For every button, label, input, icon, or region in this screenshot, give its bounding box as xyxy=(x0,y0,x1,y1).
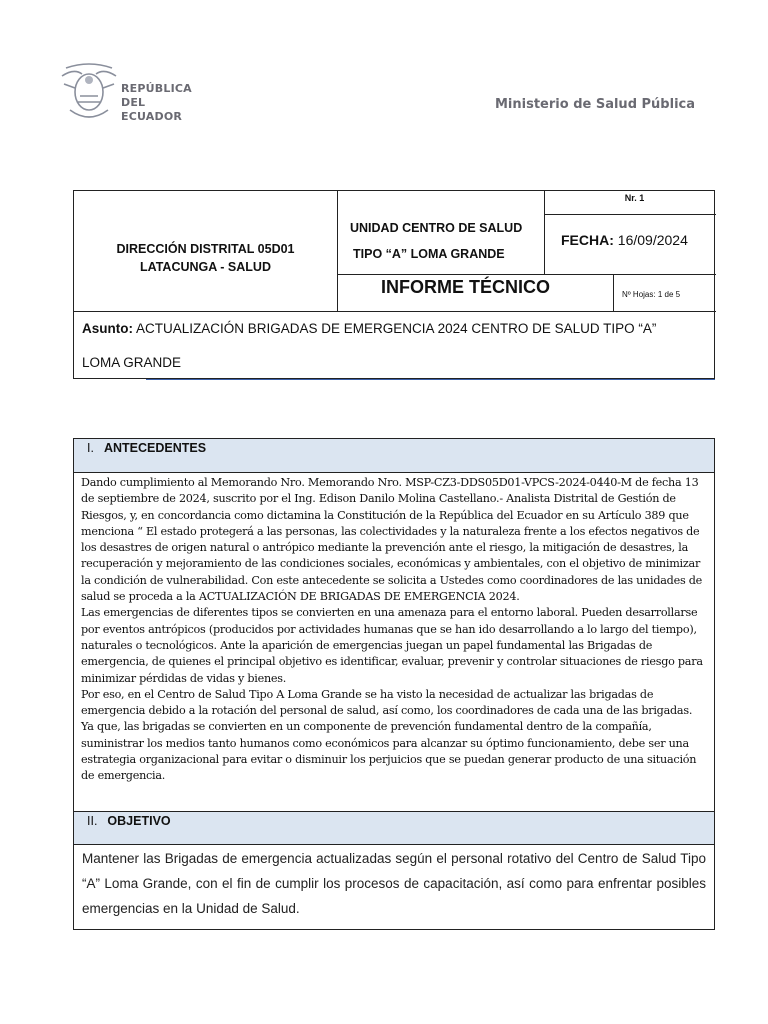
fecha-cell xyxy=(545,215,716,275)
coat-of-arms-icon xyxy=(58,58,120,124)
fecha-label: FECHA: xyxy=(561,232,614,248)
objetivo-heading xyxy=(74,811,714,845)
asunto-cell xyxy=(74,311,716,380)
antecedentes-paragraph-1: Dando cumplimiento al Memorando Nro. Memorando Nro. MSP-CZ3-DDS05D01-VPCS-2024-0440-M de fecha 13 de septiembre de 2024, suscrito por el Ing. Edison Danilo Molina Castellano.- Analista Distrital de Gestión de Riesgos, y, en concordancia como dictamina la Constitución de la República del Ecuador en su Artículo 389 que menciona “ El estado protegerá a las personas, las colectividades y la naturaleza frente a los efectos negativos de los desastres de origen natural o antrópico mediante la prevención ante el riesgo, la mitigación de desastres, la recuperación y mejoramiento de las condiciones sociales, económicas y ambientales, con el objetivo de minimizar la condición de vulnerabilidad. Con este antecedente se solicita a Ustedes como coordinadores de las unidades de salud se proceda a la ACTUALIZACIÓN DE BRIGADAS DE EMERGENCIA 2024. xyxy=(81,476,703,604)
asunto-line1: ACTUALIZACIÓN BRIGADAS DE EMERGENCIA 2024 CENTRO DE SALUD TIPO “A” xyxy=(136,321,657,336)
direccion-cell xyxy=(74,191,338,311)
logo-line1: REPÚBLICA xyxy=(121,82,192,95)
antecedentes-paragraph-2: Las emergencias de diferentes tipos se convierten en una amenaza para el entorno laboral. Pueden desarrollarse por eventos antrópicos (producidos por actividades humanas que se han ido desarrollando a lo largo del tiempo), naturales o tecnológicos. Ante la aparición de emergencias juegan un papel fundamental las Brigadas de emergencia, de quienes el principal objetivo es identificar, evaluar, prevenir y controlar situaciones de riesgo para minimizar pérdidas de vidas y bienes. xyxy=(81,606,703,685)
page-count: Nº Hojas: 1 de 5 xyxy=(622,290,681,299)
asunto-line2: LOMA GRANDE xyxy=(82,355,182,370)
ministry-name: Ministerio de Salud Pública xyxy=(495,97,696,112)
logo-line2: DEL ECUADOR xyxy=(121,96,183,123)
unidad-line2: TIPO “A” LOMA GRANDE xyxy=(353,247,505,261)
report-number: Nr. 1 xyxy=(545,191,716,215)
direccion-line2: LATACUNGA - SALUD xyxy=(139,260,271,274)
antecedentes-paragraph-3: Por eso, en el Centro de Salud Tipo A Loma Grande se ha visto la necesidad de actualizar las brigadas de emergencia debido a la rotación del personal de salud, así como, los coordinadores de cada una de las brigadas. Ya que, las brigadas se convierten en un componente de prevención fundamental dentro de la compañía, suministrar los medios tanto humanos como económicos para alcanzar su óptimo funcionamiento, debe ser una estrategia organizacional para evitar o disminuir los perjuicios que se puedan generar producto de una situación de emergencia. xyxy=(81,687,697,783)
divider-line xyxy=(146,379,715,380)
section-number: I. xyxy=(87,441,94,455)
direccion-line1: DIRECCIÓN DISTRITAL 05D01 xyxy=(116,242,295,256)
objetivo-text: Mantener las Brigadas de emergencia actualizadas según el personal rotativo del Centro de Salud Tipo “A” Loma Grande, con el fin de cumplir los procesos de capacitación, así como para enfrentar posibles emergencias en la Unidad de Salud. xyxy=(82,851,706,916)
report-body-table xyxy=(73,438,715,930)
asunto-label: Asunto: xyxy=(82,321,133,336)
unidad-cell xyxy=(338,191,545,275)
report-title: INFORME TÉCNICO xyxy=(338,275,614,311)
section-title: OBJETIVO xyxy=(107,814,171,828)
antecedentes-heading xyxy=(74,439,714,473)
ecuador-logo xyxy=(58,58,198,124)
section-number: II. xyxy=(87,814,98,828)
fecha-value: 16/09/2024 xyxy=(617,232,688,248)
section-title: ANTECEDENTES xyxy=(103,441,207,455)
unidad-line1: UNIDAD CENTRO DE SALUD xyxy=(350,221,523,235)
antecedentes-text xyxy=(81,475,707,785)
report-header-table xyxy=(73,190,715,379)
